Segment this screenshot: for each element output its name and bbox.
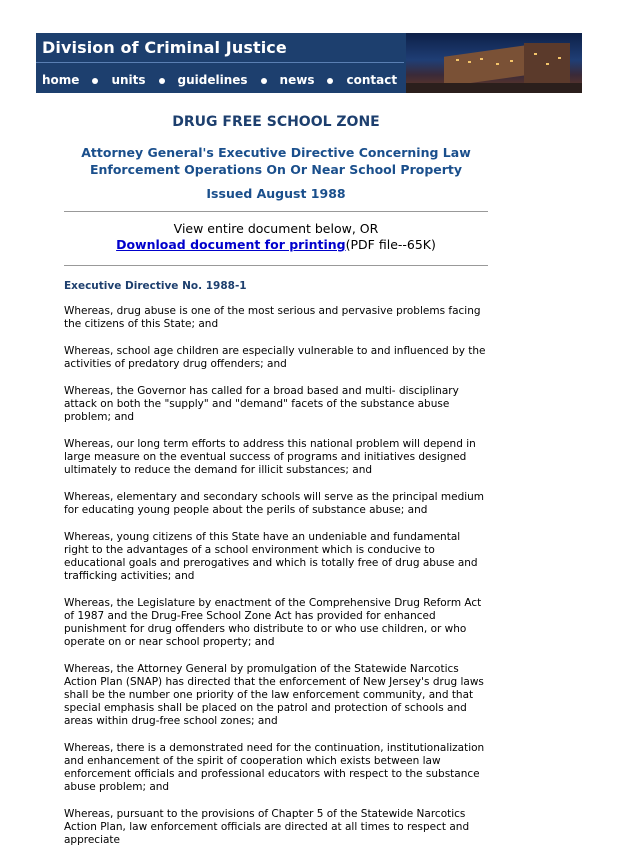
nav-news[interactable]: news <box>279 73 315 87</box>
directive-heading: Executive Directive No. 1988-1 <box>64 280 247 292</box>
download-link[interactable]: Download document for printing <box>116 237 346 252</box>
issued-date: Issued August 1988 <box>206 186 346 201</box>
paragraph: Whereas, elementary and secondary schools will serve as the principal medium for educating young people about the perils of substance abuse; and <box>64 491 485 516</box>
paragraph: Whereas, our long term efforts to address this national problem will depend in large measure on the eventual success of programs and initiatives designed ultimately to reduce the demand for illicit substances; and <box>64 438 476 476</box>
building-photo <box>406 33 582 93</box>
site-banner <box>36 33 582 93</box>
paragraph: Whereas, the Attorney General by promulgation of the Statewide Narcotics Action Plan (SNAP) has directed that the enforcement of New Jersey's drug laws shall be the number one priority of the law enforcement community, and that special emphasis shall be placed on the patrol and protection of schools and areas within drug-free school zones; and <box>64 663 484 727</box>
nav-units[interactable]: units <box>111 73 146 87</box>
main-nav <box>42 73 397 87</box>
download-note: (PDF file--65K) <box>345 237 436 252</box>
window-light <box>468 61 471 63</box>
paragraph: Whereas, there is a demonstrated need for the continuation, institutionalization and enhancement of the spirit of cooperation which exists between law enforcement officials and professional educators with respect to the substance abuse problem; and <box>64 742 485 793</box>
window-light <box>558 57 561 59</box>
window-light <box>456 59 459 61</box>
divider <box>64 265 488 266</box>
paragraph: Whereas, the Legislature by enactment of the Comprehensive Drug Reform Act of 1987 and the Drug-Free School Zone Act has provided for enhanced punishment for drug offenders who distribute to or who use children, or who operate on or near school property; and <box>64 597 482 648</box>
ground-shape <box>406 83 582 93</box>
nav-home[interactable]: home <box>42 73 80 87</box>
divider <box>64 211 488 212</box>
nav-bullet-icon <box>92 78 98 84</box>
paragraph: Whereas, pursuant to the provisions of Chapter 5 of the Statewide Narcotics Action Plan, law enforcement officials are directed at all times to respect and appreciate <box>64 808 470 846</box>
view-text: View entire document below, OR <box>173 221 379 236</box>
paragraph: Whereas, the Governor has called for a broad based and multi- disciplinary attack on both the "supply" and "demand" facets of the substance abuse problem; and <box>64 385 459 423</box>
nav-bullet-icon <box>159 78 165 84</box>
window-light <box>510 60 513 62</box>
directive-paragraphs <box>64 305 488 861</box>
nav-contact[interactable]: contact <box>346 73 398 87</box>
building-shape <box>444 45 526 87</box>
banner-divider <box>36 62 404 63</box>
window-light <box>496 63 499 65</box>
window-light <box>546 63 549 65</box>
page-subtitle: Attorney General's Executive Directive Concerning Law Enforcement Operations On Or Near School Property <box>81 145 471 177</box>
paragraph: Whereas, young citizens of this State have an undeniable and fundamental right to the advantages of a school environment which is conducive to educational goals and prerogatives and which is totally free of drug abuse and trafficking activities; and <box>64 531 478 582</box>
site-title: Division of Criminal Justice <box>42 38 287 57</box>
page-title: DRUG FREE SCHOOL ZONE <box>172 114 380 130</box>
paragraph: Whereas, school age children are especially vulnerable to and influenced by the activities of predatory drug offenders; and <box>64 345 486 370</box>
window-light <box>480 58 483 60</box>
nav-bullet-icon <box>327 78 333 84</box>
window-light <box>534 53 537 55</box>
nav-guidelines[interactable]: guidelines <box>177 73 248 87</box>
nav-bullet-icon <box>261 78 267 84</box>
download-section <box>64 221 488 253</box>
paragraph: Whereas, drug abuse is one of the most serious and pervasive problems facing the citizens of this State; and <box>64 305 481 330</box>
